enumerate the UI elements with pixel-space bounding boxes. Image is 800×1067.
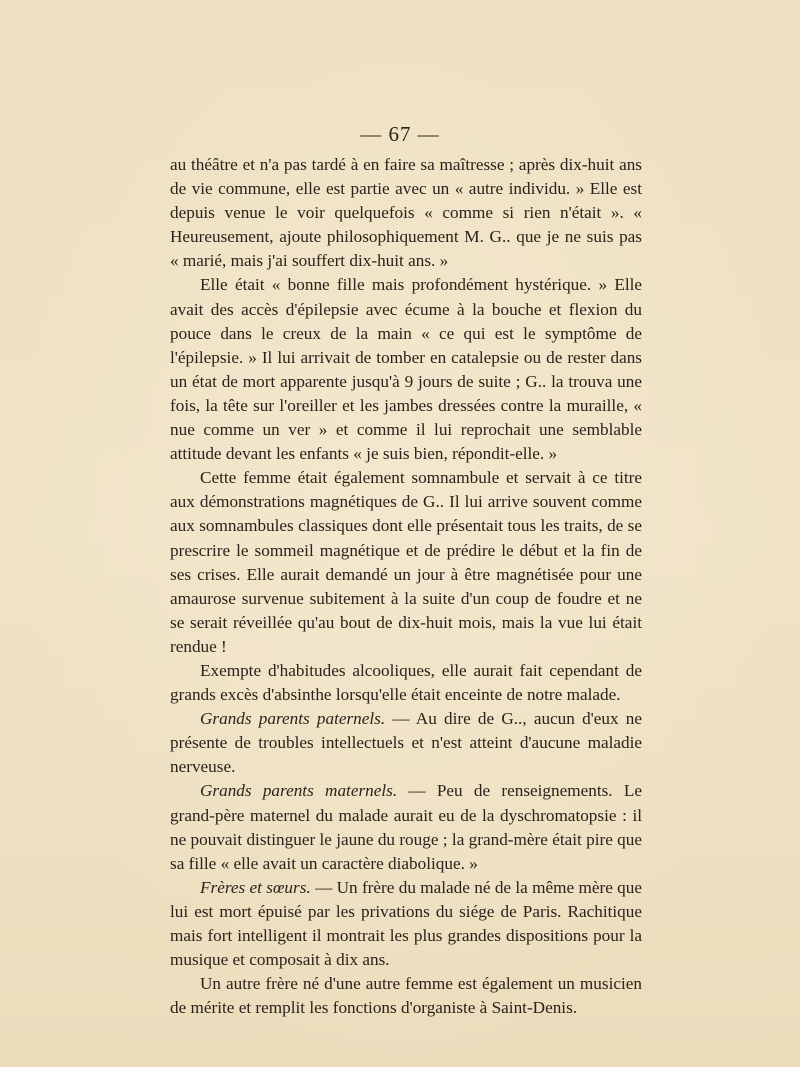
text-paternal-grandparents: — Au dire de G.., aucun d'eux ne présente de troubles intellectuels et n'est atteint d'aucune maladie nerveuse. — [170, 709, 642, 777]
heading-maternal-grandparents: Grands parents maternels. — [200, 781, 398, 801]
paragraph-mother-description: Elle était « bonne fille mais profondément hystérique. » Elle avait des accès d'épilepsie avec écume à la bouche et flexion du pouce dans le creux de la main « ce qui est le symptôme de l'épilepsie. » Il lui arrivait de tomber en catalepsie ou de rester dans un état de mort apparente jusqu'à 9 jours de suite ; G.. la trouva une fois, la tête sur l'oreiller et les jambes dressées contre la muraille, « nue comme un ver » et comme il lui reprochait une semblable attitude devant les enfants « je suis bien, répondit-elle. » — [170, 275, 642, 464]
paragraph-continuation: au théâtre et n'a pas tardé à en faire sa maîtresse ; après dix-huit ans de vie commune, elle est partie avec un « autre individu. » Elle est depuis venue le voir quelquefois « comme si rien n'était ». « Heureusement, ajoute philosophiquement M. G.. que je ne suis pas « marié, mais j'ai souffert dix-huit ans. » — [170, 155, 642, 271]
heading-siblings: Frères et sœurs. — [200, 877, 311, 897]
paragraph-siblings — [170, 876, 642, 972]
paragraph-somnambule: Cette femme était également somnambule et servait à ce titre aux démonstrations magnétiques de G.. Il lui arrive souvent comme aux somnambules classiques dont elle présentait tous les traits, de se prescrire le sommeil magnétique et de prédire le début et la fin de ses crises. Elle aurait demandé un jour à être magnétisée pour une amaurose survenue subitement à la suite d'un coup de foudre et ne se serait réveillée qu'au bout de dix-huit mois, mais la vue lui était rendue ! — [170, 468, 642, 656]
paragraph-half-brother: Un autre frère né d'une autre femme est également un musicien de mérite et remplit les fonctions d'organiste à Saint-Denis. — [170, 974, 642, 1018]
page-number: — 67 — — [360, 122, 440, 146]
text-maternal-grandparents: — Peu de renseignements. Le grand-père maternel du malade aurait eu de la dyschromatopsie : il ne pouvait distinguer le jaune du rouge ; la grand-mère était pire que sa fille « elle avait un caractère diabolique. » — [170, 781, 643, 873]
heading-paternal-grandparents: Grands parents paternels. — [200, 709, 386, 729]
paragraph-paternal-grandparents — [170, 707, 642, 779]
body-text — [170, 153, 642, 1020]
text-siblings: — Un frère du malade né de la même mère que lui est mort épuisé par les privations du siége de Paris. Rachitique mais fort intelligent il montrait les plus grandes dispositions pour la musique et composait à dix ans. — [170, 877, 642, 970]
paragraph-absinthe: Exempte d'habitudes alcooliques, elle aurait fait cependant de grands excès d'absinthe lorsqu'elle était enceinte de notre malade. — [170, 660, 642, 705]
paragraph-maternal-grandparents — [170, 779, 642, 875]
